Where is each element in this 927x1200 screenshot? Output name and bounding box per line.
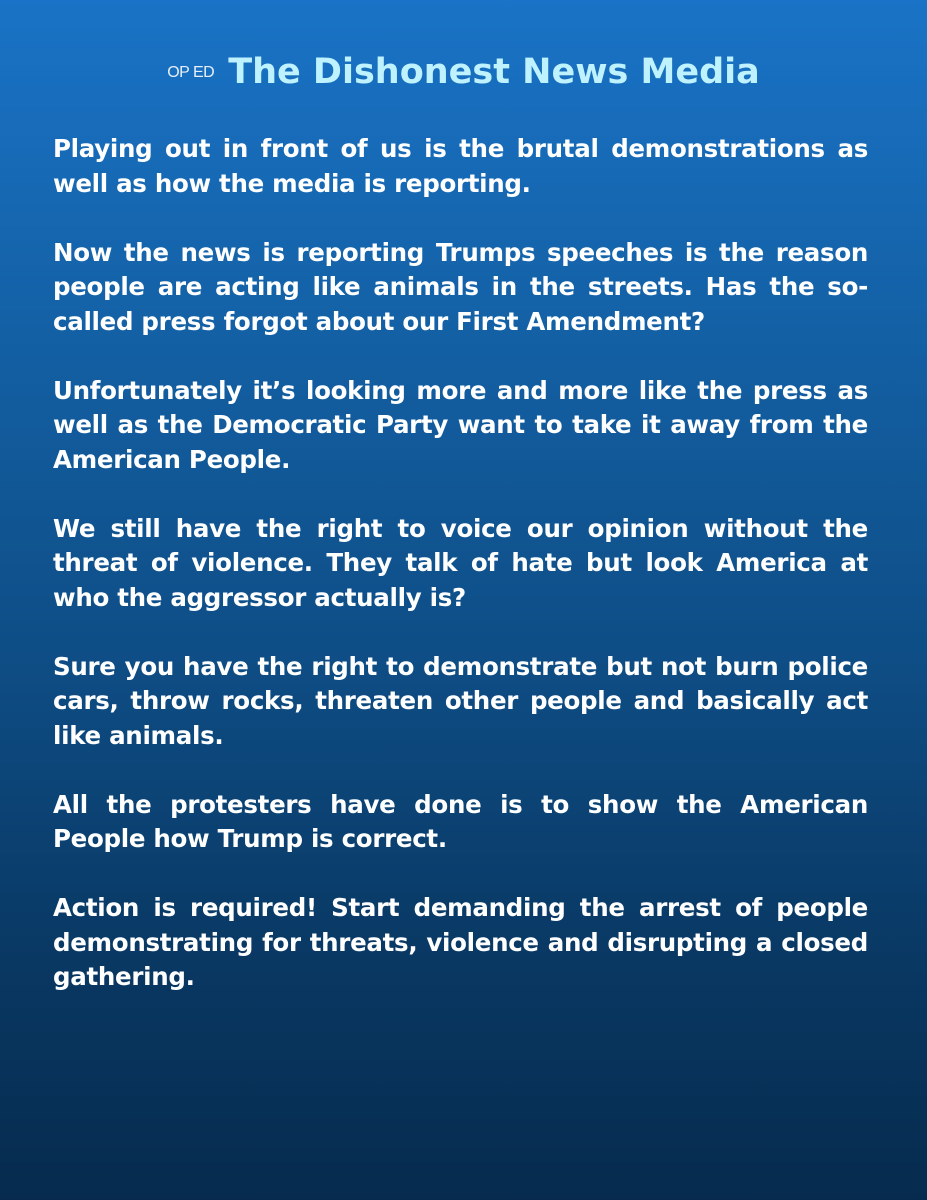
page-title: The Dishonest News Media <box>228 52 760 92</box>
paragraph-5: Sure you have the right to demonstrate but not burn police cars, throw rocks, threaten other people and basically act like animals. <box>53 651 868 750</box>
paragraph-3: Unfortunately it’s looking more and more like the press as well as the Democratic Party want to take it away from the American People. <box>53 375 868 474</box>
article-body <box>53 132 868 1029</box>
paragraph-2: Now the news is reporting Trumps speeches is the reason people are acting like animals in the streets. Has the so-called press forgot about our First Amendment? <box>53 237 868 336</box>
paragraph-6: All the protesters have done is to show the American People how Trump is correct. <box>53 789 868 853</box>
op-ed-tag: OP ED <box>167 64 215 81</box>
paragraph-4: We still have the right to voice our opinion without the threat of violence. They talk of hate but look America at who the aggressor actually is? <box>53 513 868 612</box>
paragraph-1: Playing out in front of us is the brutal demonstrations as well as how the media is reporting. <box>53 134 868 198</box>
header <box>0 52 927 92</box>
paragraph-7: Action is required! Start demanding the arrest of people demonstrating for threats, violence and disrupting a closed gathering. <box>53 893 868 991</box>
